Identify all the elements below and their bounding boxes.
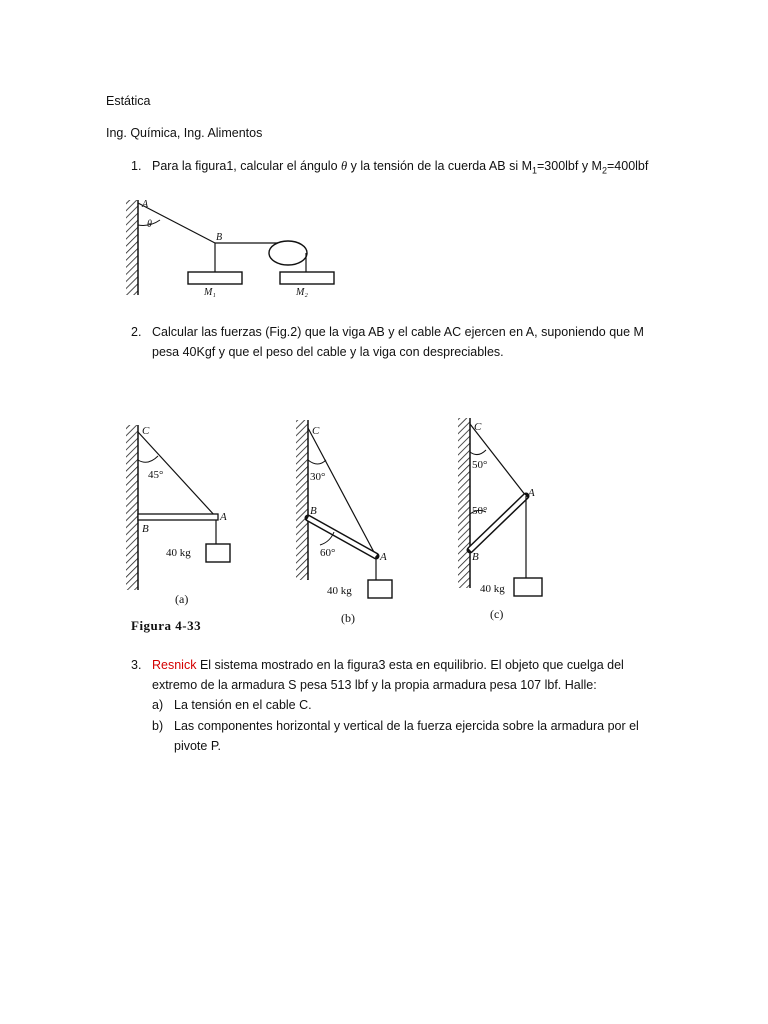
theta-symbol: θ [341,159,348,173]
problem-3-author: Resnick [152,658,197,672]
problem-3-line-1 [152,657,624,673]
m1-subscript: 1 [531,165,537,176]
figure-2a-beam [138,514,218,520]
figure-1-mass-1 [188,272,242,284]
figure-2b [290,420,400,630]
figure-2c-wall [458,418,470,588]
figure-2b-sub-label: (b) [341,611,355,625]
m2-subscript: 2 [601,165,607,176]
problem-3-item-a-marker: a) [152,698,164,712]
problem-3-item-b: Las componentes horizontal y vertical de la fuerza ejercida sobre la armadura por el [174,719,639,733]
problem-2-line-1: Calcular las fuerzas (Fig.2) que la viga AB y el cable AC ejercen en A, suponiendo que M [152,325,644,339]
figure-2a-angle: 45° [148,469,164,481]
figure-2b-label-b: B [310,505,317,517]
figure-2b-mass [368,580,392,598]
figure-1-label-theta: θ [147,219,152,230]
document-subtitle: Ing. Química, Ing. Alimentos [106,126,263,140]
figure-2c-mass [514,578,542,596]
figure-1-pulley [269,241,307,265]
problem-1-text-pre: Para la figura1, calcular el ángulo [152,159,342,173]
problem-2-number: 2. [131,325,142,339]
figure-2b-label-c: C [312,425,320,437]
problem-1-text-post: =400lbf [606,159,649,173]
figure-2a-sub-label: (a) [175,592,189,606]
problem-1-number: 1. [131,159,142,173]
figure-1-wall [126,200,138,295]
figure-2b-wall [296,420,308,580]
figure-2a-mass-label: 40 kg [166,547,191,559]
figure-2a-label-a: A [220,511,227,523]
problem-3-item-a: La tensión en el cable C. [174,698,312,712]
figure-2c-angle-2: 50° [472,505,488,517]
problem-3-line-1-text: El sistema mostrado en la figura3 esta en equilibrio. El objeto que cuelga del [196,658,624,672]
figure-2a-mass [206,544,230,562]
figure-2b-angle-2: 60° [320,547,336,559]
problem-1-text [152,158,648,179]
figure-2c [452,418,562,628]
figure-2c-sub-label: (c) [490,607,504,621]
figure-1-label-b: B [216,232,223,243]
figure-1 [120,195,360,298]
figure-2a-wall [126,425,138,590]
problem-1-text-mid2: =300lbf y M [537,159,602,173]
figure-2a-label-c: C [142,425,150,437]
problem-3-number: 3. [131,658,142,672]
figure-2c-mass-label: 40 kg [480,583,505,595]
figure-1-label-m1: M₁ [204,287,216,298]
figure-2b-angle: 30° [310,471,326,483]
figure-2c-label-b: B [472,551,479,563]
figure-2b-mass-label: 40 kg [327,585,352,597]
figure-2c-angle: 50° [472,459,488,471]
figure-1-label-m2: M₂ [296,287,308,298]
problem-3-item-b-cont: pivote P. [174,739,222,753]
figure-2-caption: Figura 4-33 [131,618,202,633]
figure-2b-label-a: A [380,551,387,563]
figure-2c-label-c: C [474,421,482,433]
figure-1-mass-2 [280,272,334,284]
figure-1-label-a: A [142,199,149,210]
problem-2-line-2: pesa 40Kgf y que el peso del cable y la viga con despreciables. [152,345,504,359]
problem-3-item-b-marker: b) [152,719,164,733]
document-title: Estática [106,94,151,108]
figure-2a-label-b: B [142,523,149,535]
problem-3-line-2: extremo de la armadura S pesa 513 lbf y la propia armadura pesa 107 lbf. Halle: [152,678,597,692]
figure-2c-label-a: A [528,487,535,499]
figure-2a [120,420,250,620]
problem-1-text-mid: y la tensión de la cuerda AB si M [347,159,532,173]
